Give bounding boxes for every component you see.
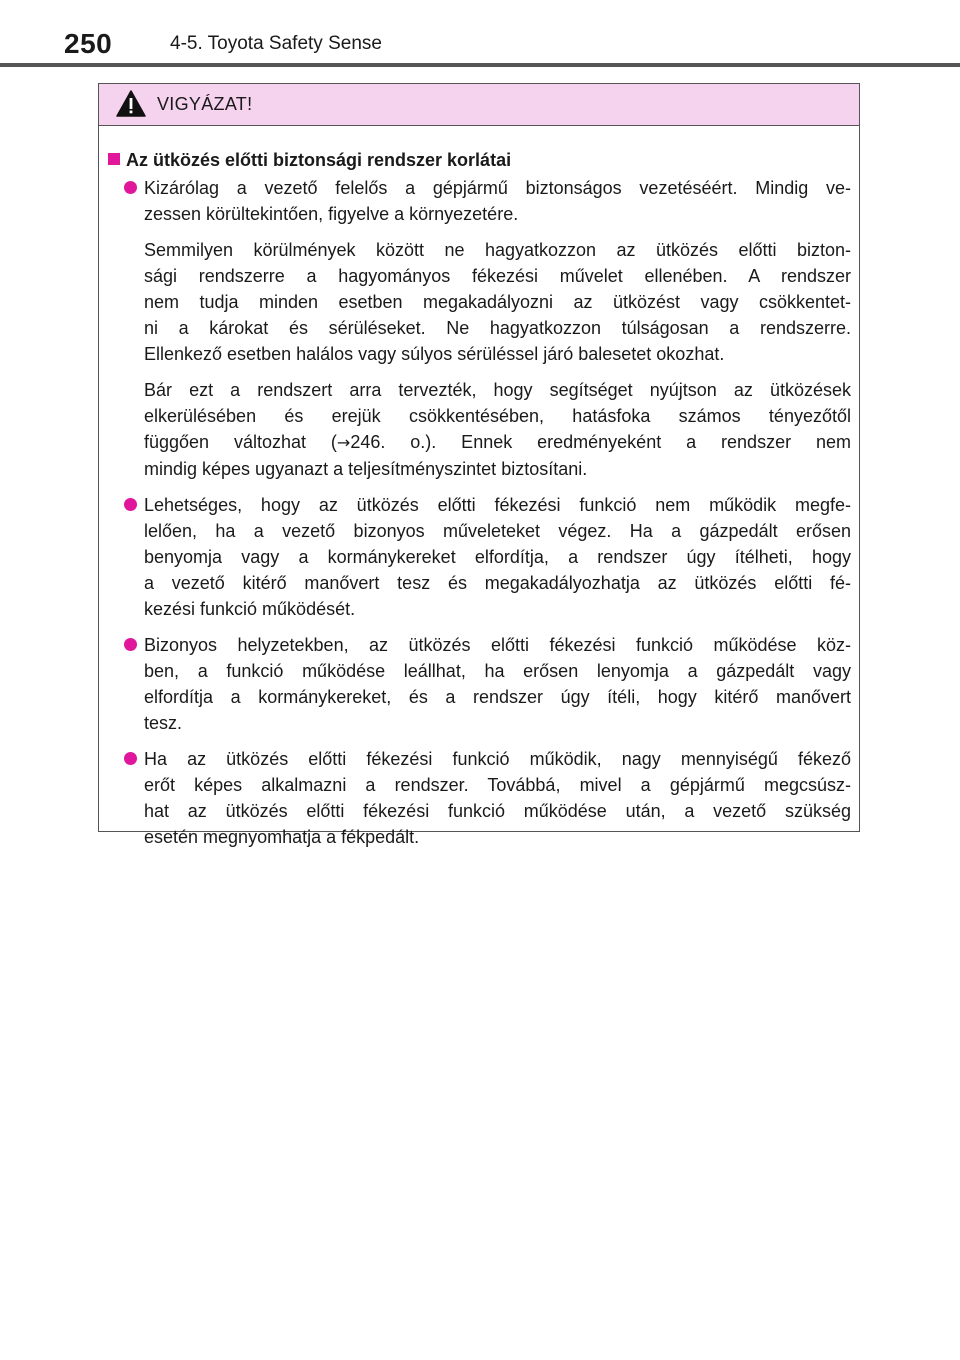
text-line: kezési funkció működését. — [144, 599, 356, 619]
warning-box — [98, 83, 860, 847]
text-line: Bár ezt a rendszert arra tervezték, hogy segítséget nyújtson az ütközések — [144, 380, 851, 400]
text-line: benyomja vagy a kormánykereket elfordítja, a rendszer úgy ítélheti, hogy — [144, 547, 851, 567]
text-line — [144, 429, 851, 456]
bullet-dot-icon — [124, 498, 137, 511]
page-header — [0, 0, 960, 70]
page-reference[interactable]: 246. o.). Ennek eredményeként a rendszer nem — [350, 432, 851, 452]
warning-triangle-icon — [116, 90, 146, 117]
text-line: Ellenkező esetben halálos vagy súlyos sérüléssel járó balesetet okozhat. — [144, 344, 725, 364]
bullet-item-2 — [108, 492, 851, 622]
text-line: tesz. — [144, 713, 183, 733]
header-rule — [0, 63, 960, 67]
bullet-item-4 — [108, 746, 851, 850]
text-line: sági rendszerre a hagyományos fékezési művelet ellenében. A rendszer — [144, 266, 851, 286]
warning-header — [99, 84, 859, 126]
text-line: Semmilyen körülmények között ne hagyatkozzon az ütközés előtti bizton- — [144, 240, 851, 260]
text-line: ni a károkat és sérüléseket. Ne hagyatkozzon túlságosan a rendszerre. — [144, 318, 851, 338]
arrow-icon: → — [336, 433, 351, 452]
bullet-dot-icon — [124, 752, 137, 765]
text-line: a vezető kitérő manővert tesz és megakadályozhatja az ütközés előtti fé- — [144, 573, 851, 593]
text-line: zessen körültekintően, figyelve a környezetére. — [144, 204, 519, 224]
text-line: elkerülésében és erejük csökkentésében, hatásfoka számos tényezőtől — [144, 406, 851, 426]
text-line: Ha az ütközés előtti fékezési funkció működik, nagy mennyiségű fékező — [144, 749, 851, 769]
text-line: erőt képes alkalmazni a rendszer. Továbbá, mivel a gépjármű megcsúsz- — [144, 775, 851, 795]
text-line: Bizonyos helyzetekben, az ütközés előtti fékezési funkció működése köz- — [144, 635, 851, 655]
text-line: lelően, ha a vezető bizonyos műveleteket végez. Ha a gázpedált erősen — [144, 521, 851, 541]
paragraph-2 — [108, 377, 851, 482]
text-fragment: függően változhat ( — [144, 432, 337, 452]
text-line: esetén megnyomhatja a fékpedált. — [144, 827, 420, 847]
text-line: nem tudja minden esetben megakadályozni az ütközést vagy csökkentet- — [144, 292, 851, 312]
paragraph-1 — [108, 237, 851, 367]
bullet-item-3 — [108, 632, 851, 736]
square-bullet-icon — [108, 153, 120, 165]
text-line: Kizárólag a vezető felelős a gépjármű biztonságos vezetéséért. Mindig ve- — [144, 178, 851, 198]
text-line: hat az ütközés előtti fékezési funkció működése után, a vezető szükség — [144, 801, 851, 821]
bullet-item-1 — [108, 175, 851, 227]
warning-body — [99, 126, 859, 850]
text-line: ben, a funkció működése leállhat, ha erősen lenyomja a gázpedált vagy — [144, 661, 851, 681]
text-line: Lehetséges, hogy az ütközés előtti fékezési funkció nem működik megfe- — [144, 495, 851, 515]
bullet-dot-icon — [124, 638, 137, 651]
section-title: 4-5. Toyota Safety Sense — [170, 33, 382, 54]
text-line: elfordítja a kormánykereket, és a rendszer úgy ítéli, hogy kitérő manővert — [144, 687, 851, 707]
text-line: mindig képes ugyanazt a teljesítményszintet biztosítani. — [144, 459, 588, 479]
page-number: 250 — [64, 28, 113, 59]
subheading-text: Az ütközés előtti biztonsági rendszer korlátai — [126, 150, 512, 170]
bullet-dot-icon — [124, 181, 137, 194]
warning-title: VIGYÁZAT! — [157, 94, 253, 114]
warning-subheading — [108, 147, 851, 173]
